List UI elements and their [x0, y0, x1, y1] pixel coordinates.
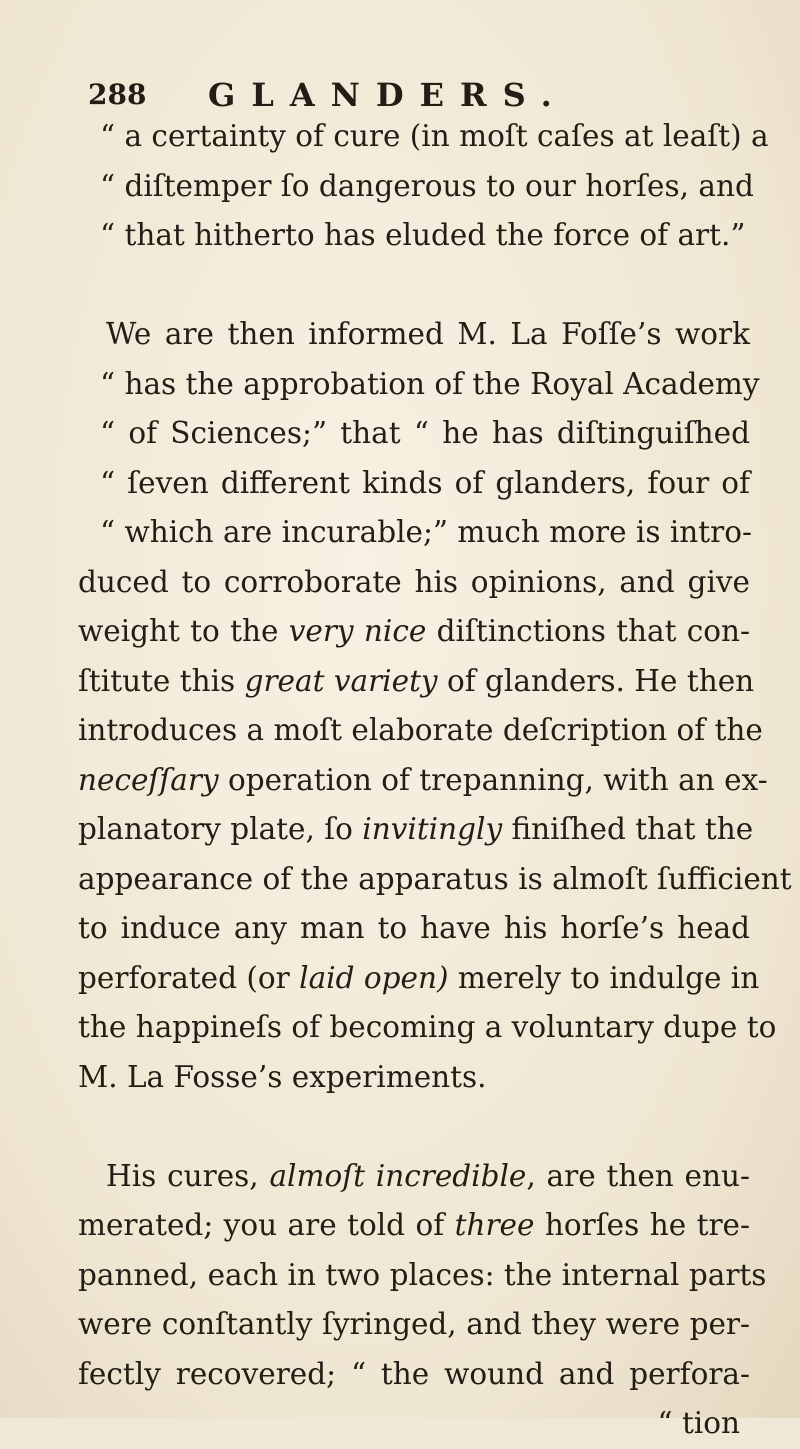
- text-line: introduces a moſt elaborate deſcription of the: [78, 713, 763, 747]
- text-line: merated; you are told of three horſes he tre-: [78, 1208, 750, 1242]
- text-line: neceſſary operation of trepanning, with an ex-: [78, 762, 768, 797]
- text-line: “ of Sciences;” that “ he has diſtinguiſhed: [100, 416, 750, 450]
- text-line: perforated (or laid open) merely to indulge in: [78, 960, 760, 995]
- text-line: weight to the very nice diſtinctions that con-: [78, 614, 750, 648]
- text-line: to induce any man to have his horſe’s head: [78, 911, 750, 945]
- italic-text: invitingly: [362, 812, 503, 846]
- running-head: GLANDERS.: [208, 76, 568, 114]
- italic-text: great variety: [244, 663, 438, 698]
- text-line: duced to corroborate his opinions, and give: [78, 564, 750, 599]
- text-line: We are then informed M. La Foſſe’s work: [106, 317, 750, 351]
- text-line: “ that hitherto has eluded the force of art.”: [100, 218, 746, 252]
- text-line: “ has the approbation of the Royal Academy: [100, 366, 760, 401]
- italic-text: three: [454, 1208, 535, 1242]
- text-line: appearance of the apparatus is almoſt ſufficient: [78, 861, 792, 896]
- text-line: panned, each in two places: the internal parts: [78, 1257, 767, 1292]
- paragraph-gap: [78, 261, 750, 311]
- text-line: ſtitute this great variety of glanders. He then: [78, 663, 755, 698]
- text-line: “ diſtemper ſo dangerous to our horſes, and: [100, 168, 754, 203]
- text-line: planatory plate, ſo invitingly finiſhed that the: [78, 812, 754, 846]
- text-line: “ tion: [657, 1406, 740, 1440]
- text-line: the happineſs of becoming a voluntary dupe to: [78, 1010, 777, 1044]
- paragraph-gap: [78, 1102, 750, 1152]
- italic-text: almoſt incredible: [269, 1158, 527, 1193]
- page-number: 288: [88, 78, 147, 111]
- text-line: “ ſeven different kinds of glanders, four of: [100, 465, 750, 500]
- text-line: “ which are incurable;” much more is intro-: [100, 515, 752, 549]
- italic-text: laid open): [299, 960, 449, 995]
- italic-text: very nice: [288, 614, 427, 648]
- text-line: M. La Fosse’s experiments.: [78, 1059, 487, 1094]
- body-text: [78, 112, 792, 1449]
- text-line: His cures, almoſt incredible, are then enu-: [106, 1158, 750, 1193]
- text-line: were conſtantly ſyringed, and they were per-: [78, 1307, 750, 1341]
- text-line: fectly recovered; “ the wound and perfora-: [78, 1356, 750, 1391]
- italic-text: neceſſary: [78, 762, 219, 797]
- text-line: “ a certainty of cure (in moſt caſes at leaſt) a: [100, 119, 769, 153]
